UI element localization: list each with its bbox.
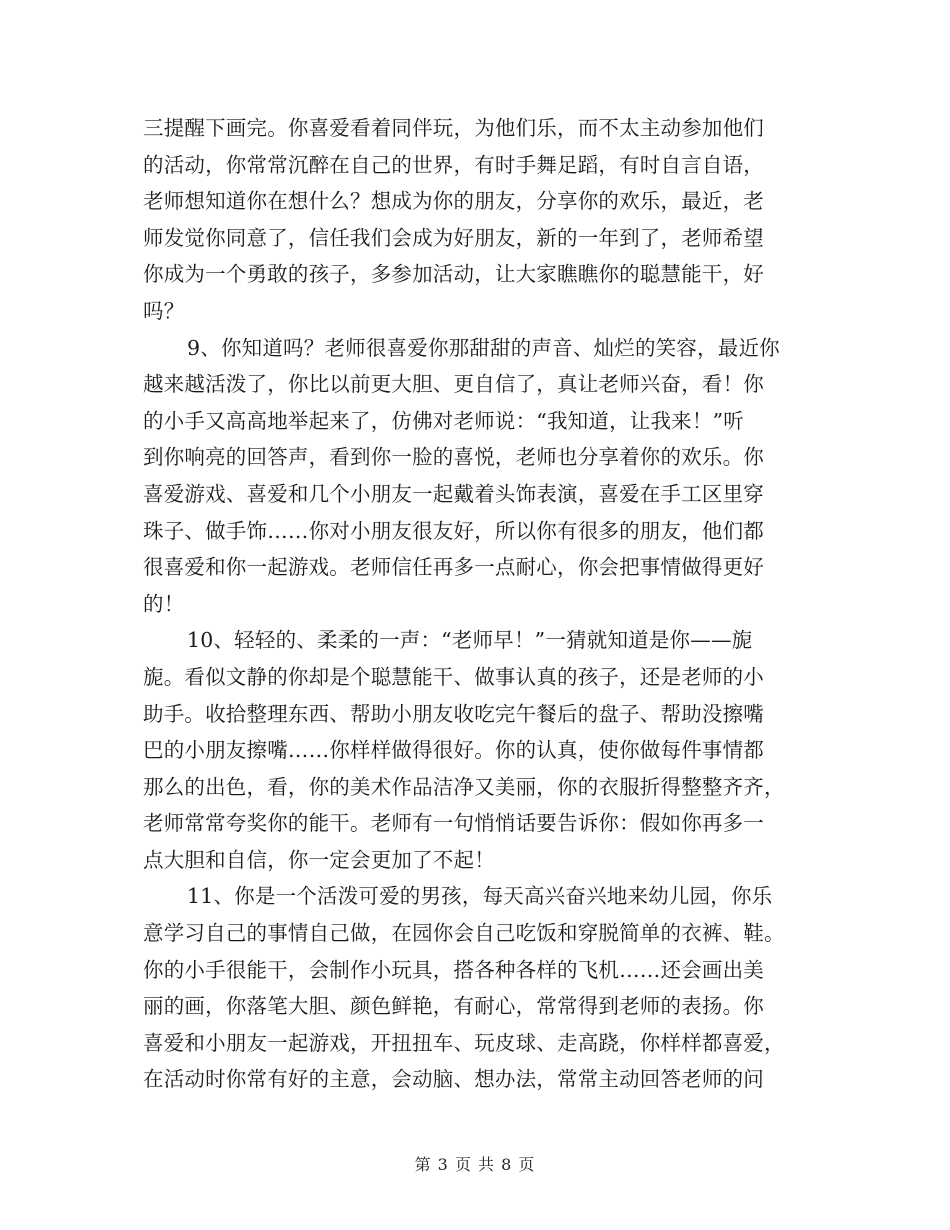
paragraph-10-start: 10、轻轻的、柔柔的一声：“老师早！”一猜就知道是你——旎: [187, 628, 753, 653]
text-line: 很喜爱和你一起游戏。老师信任再多一点耐心，你会把事情做得更好: [143, 555, 764, 580]
text-line: 的！: [143, 591, 185, 616]
text-line: 师发觉你同意了，信任我们会成为好朋友，新的一年到了，老师希望: [143, 225, 764, 250]
text-line: 的小手又高高地举起来了，仿佛对老师说：“我知道，让我来！”听: [143, 408, 744, 433]
text-line: 越来越活泼了，你比以前更大胆、更自信了，真让老师兴奋，看！你: [143, 372, 764, 397]
text-line: 意学习自己的事情自己做，在园你会自己吃饭和穿脱简单的衣裤、鞋。: [143, 921, 785, 946]
text-line: 老师想知道你在想什么？想成为你的朋友，分享你的欢乐，最近，老: [143, 189, 764, 214]
text-line: 助手。收拾整理东西、帮助小朋友收吃完午餐后的盘子、帮助没擦嘴: [143, 701, 764, 726]
paragraph-11-start: 11、你是一个活泼可爱的男孩，每天高兴奋兴地来幼儿园，你乐: [187, 884, 773, 909]
body-text: [143, 110, 813, 1098]
text-line: 喜爱游戏、喜爱和几个小朋友一起戴着头饰表演，喜爱在手工区里穿: [143, 481, 764, 506]
text-line: 丽的画，你落笔大胆、颜色鲜艳，有耐心，常常得到老师的表扬。你: [143, 994, 764, 1019]
text-line: 旎。看似文静的你却是个聪慧能干、做事认真的孩子，还是老师的小: [143, 664, 764, 689]
text-line: 巴的小朋友擦嘴……你样样做得很好。你的认真，使你做每件事情都: [143, 738, 764, 763]
text-line: 那么的出色，看，你的美术作品洁净又美丽，你的衣服折得整整齐齐，: [143, 774, 785, 799]
text-line: 的活动，你常常沉醉在自己的世界，有时手舞足蹈，有时自言自语，: [143, 152, 764, 177]
text-line: 你的小手很能干，会制作小玩具，搭各种各样的飞机……还会画出美: [143, 957, 764, 982]
paragraph-9-start: 9、你知道吗？老师很喜爱你那甜甜的声音、灿烂的笑容，最近你: [187, 335, 780, 360]
text-line: 老师常常夸奖你的能干。老师有一句悄悄话要告诉你：假如你再多一: [143, 811, 764, 836]
text-line: 你成为一个勇敢的孩子，多参加活动，让大家瞧瞧你的聪慧能干，好: [143, 262, 764, 287]
text-line: 珠子、做手饰……你对小朋友很友好，所以你有很多的朋友，他们都: [143, 518, 764, 543]
text-line: 三提醒下画完。你喜爱看着同伴玩，为他们乐，而不太主动参加他们: [143, 116, 764, 140]
text-line: 吗？: [143, 298, 185, 323]
text-line: 喜爱和小朋友一起游戏，开扭扭车、玩皮球、走高跷，你样样都喜爱，: [143, 1030, 785, 1055]
text-line: 点大胆和自信，你一定会更加了不起！: [143, 847, 495, 872]
text-line: 到你响亮的回答声，看到你一脸的喜悦，老师也分享着你的欢乐。你: [143, 445, 764, 470]
page-number-footer: 第 3 页 共 8 页: [414, 1155, 536, 1174]
text-line: 在活动时你常有好的主意，会动脑、想办法，常常主动回答老师的问: [143, 1067, 764, 1092]
